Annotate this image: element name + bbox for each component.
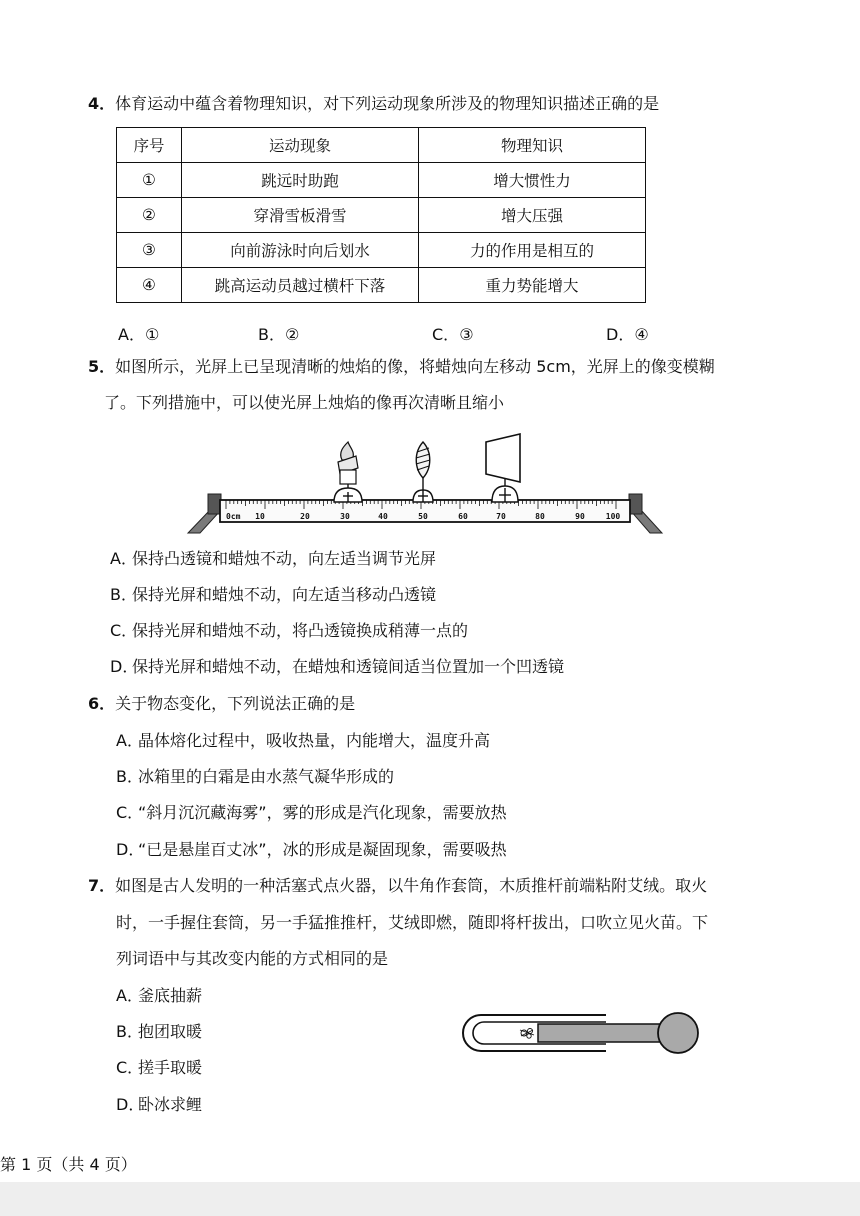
light-screen [486, 434, 520, 502]
option-text: 晶体熔化过程中，吸收热量，内能增大，温度升高 [138, 731, 491, 750]
q6-option-a[interactable] [116, 731, 490, 751]
option-letter: D． [110, 657, 139, 676]
option-letter: A． [118, 325, 145, 344]
ruler-label: 100 [605, 512, 621, 521]
ruler-label: 40 [378, 512, 388, 521]
q7-stem-text: 如图是古人发明的一种活塞式点火器，以牛角作套筒，木质推杆前端粘附艾绒。取火 [115, 876, 708, 895]
option-letter: B． [258, 325, 285, 344]
option-text: ③ [459, 325, 474, 344]
q6-option-b[interactable] [116, 767, 394, 787]
q5-number: 5． [88, 357, 116, 376]
table-cell: 跳高运动员越过横杆下落 [182, 268, 419, 303]
table-row [117, 233, 646, 268]
option-text: “斜月沉沉藏海雾”，雾的形成是汽化现象，需要放热 [138, 803, 507, 822]
q6-stem [88, 694, 355, 714]
option-b[interactable] [258, 322, 299, 345]
option-letter: D． [116, 1095, 145, 1114]
ruler-label: 80 [535, 512, 545, 521]
option-text: 釜底抽薪 [138, 986, 203, 1005]
option-text: 冰箱里的白霜是由水蒸气凝华形成的 [138, 767, 395, 786]
convex-lens [413, 442, 433, 502]
q6-option-c[interactable] [116, 803, 507, 823]
q5-option-d[interactable] [110, 657, 564, 677]
q4-number: 4． [88, 94, 116, 113]
q5-stem-line1 [88, 357, 715, 377]
option-text: 保持光屏和蜡烛不动，在蜡烛和透镜间适当位置加一个凹透镜 [132, 657, 565, 676]
q7-stem-line1 [88, 876, 707, 896]
q4-options [118, 322, 678, 344]
q5-stem-line2 [104, 393, 504, 413]
q7-stem-text: 列词语中与其改变内能的方式相同的是 [116, 949, 389, 968]
option-letter: C． [116, 1058, 144, 1077]
option-letter: B． [110, 585, 137, 604]
q5-stem-text: 了。下列措施中，可以使光屏上烛焰的像再次清晰且缩小 [104, 393, 505, 412]
ruler-label: 10 [255, 512, 265, 521]
q5-option-a[interactable] [110, 549, 436, 569]
candle [334, 442, 362, 502]
q7-option-a[interactable] [116, 986, 202, 1006]
optical-bench-figure [180, 430, 670, 540]
option-text: “已是悬崖百丈冰”，冰的形成是凝固现象，需要吸热 [138, 840, 507, 859]
table-cell: 跳远时助跑 [182, 163, 419, 198]
table-header-cell: 运动现象 [182, 128, 419, 163]
q6-option-d[interactable] [116, 840, 507, 860]
option-letter: B． [116, 767, 143, 786]
q7-option-d[interactable] [116, 1095, 202, 1115]
q6-number: 6． [88, 694, 116, 713]
table-row [117, 198, 646, 233]
option-letter: A． [116, 731, 143, 750]
q6-stem-text: 关于物态变化，下列说法正确的是 [115, 694, 356, 713]
q5-option-c[interactable] [110, 621, 468, 641]
ruler-label: 20 [300, 512, 310, 521]
option-d[interactable] [606, 322, 649, 345]
page-bottom-strip [0, 1182, 860, 1216]
bench-right-post [629, 494, 642, 514]
ruler-label: 90 [575, 512, 585, 521]
option-letter: A． [110, 549, 137, 568]
q4-stem [88, 94, 659, 114]
q4-table [116, 127, 646, 303]
q7-stem-text: 时，一手握住套筒，另一手猛推推杆，艾绒即燃，随即将杆拔出，口吹立见火苗。下 [116, 913, 709, 932]
option-letter: D． [116, 840, 145, 859]
table-header-cell: 序号 [117, 128, 182, 163]
ruler-label: 60 [458, 512, 468, 521]
option-letter: C． [432, 325, 460, 344]
option-letter: C． [110, 621, 138, 640]
ruler-label: 30 [340, 512, 350, 521]
q7-option-b[interactable] [116, 1022, 202, 1042]
option-text: 卧冰求鲤 [138, 1095, 203, 1114]
q7-stem-line2 [116, 913, 708, 933]
table-cell: 向前游泳时向后划水 [182, 233, 419, 268]
table-cell: 增大惯性力 [419, 163, 646, 198]
option-text: ④ [634, 325, 649, 344]
q5-stem-text: 如图所示，光屏上已呈现清晰的烛焰的像，将蜡烛向左移动 5cm，光屏上的像变模糊 [115, 357, 715, 376]
option-letter: A． [116, 986, 143, 1005]
table-cell: 重力势能增大 [419, 268, 646, 303]
ruler-label: 70 [496, 512, 506, 521]
fire-piston-handle [658, 1013, 698, 1053]
table-cell: ① [117, 163, 182, 198]
option-text: ② [284, 325, 300, 344]
ruler-label: 0cm [226, 512, 241, 521]
option-a[interactable] [118, 322, 159, 345]
table-cell: 增大压强 [419, 198, 646, 233]
table-cell: ④ [117, 268, 182, 303]
table-row [117, 268, 646, 303]
option-text: ① [144, 325, 160, 344]
bench-left-post [208, 494, 221, 514]
table-cell: ② [117, 198, 182, 233]
page-footer: 第 1 页（共 4 页） [0, 1155, 137, 1174]
option-letter: C． [116, 803, 144, 822]
option-text: 抱团取暖 [138, 1022, 203, 1041]
q5-option-b[interactable] [110, 585, 436, 605]
table-row [117, 163, 646, 198]
fire-piston-figure [456, 1008, 706, 1062]
table-cell: 穿滑雪板滑雪 [182, 198, 419, 233]
option-text: 保持凸透镜和蜡烛不动，向左适当调节光屏 [132, 549, 437, 568]
table-cell: 力的作用是相互的 [419, 233, 646, 268]
table-header-row [117, 128, 646, 163]
option-letter: B． [116, 1022, 143, 1041]
q7-stem-line3 [116, 949, 388, 969]
option-text: 搓手取暖 [138, 1058, 203, 1077]
q7-number: 7． [88, 876, 116, 895]
table-header-cell: 物理知识 [419, 128, 646, 163]
q4-stem-text: 体育运动中蕴含着物理知识，对下列运动现象所涉及的物理知识描述正确的是 [115, 94, 660, 113]
option-text: 保持光屏和蜡烛不动，向左适当移动凸透镜 [132, 585, 437, 604]
table-cell: ③ [117, 233, 182, 268]
option-c[interactable] [432, 322, 474, 345]
option-letter: D． [606, 325, 635, 344]
option-text: 保持光屏和蜡烛不动，将凸透镜换成稍薄一点的 [132, 621, 469, 640]
ruler-label: 50 [418, 512, 428, 521]
q7-option-c[interactable] [116, 1058, 202, 1078]
